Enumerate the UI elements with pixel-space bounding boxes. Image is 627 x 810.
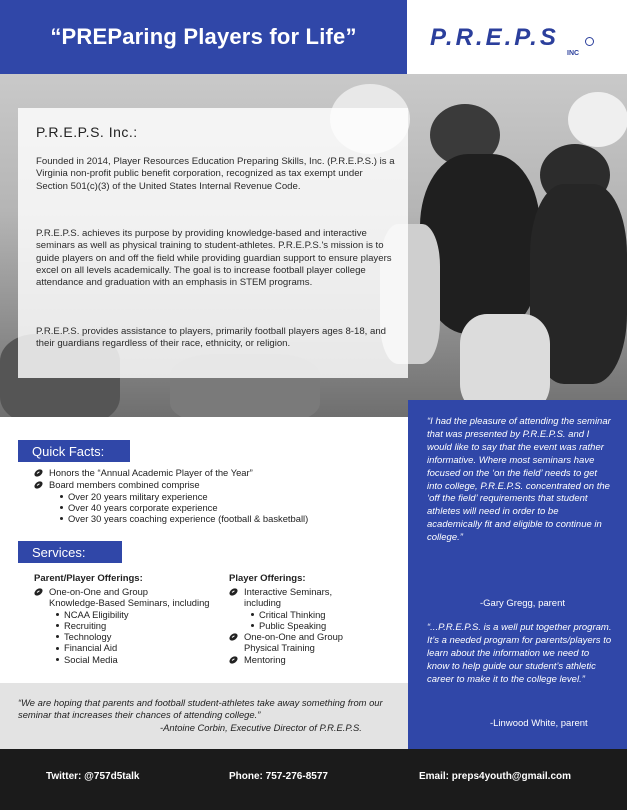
list-item xyxy=(34,631,224,642)
bullet-icon xyxy=(56,624,59,627)
list-item xyxy=(34,654,224,665)
football-icon xyxy=(228,632,239,642)
bullet-icon xyxy=(60,517,63,520)
sub-fact-text: Over 40 years corporate experience xyxy=(68,501,218,513)
email-contact: Email: preps4youth@gmail.com xyxy=(419,771,572,782)
list-item xyxy=(34,642,224,653)
twitter-contact: Twitter: @757d5talk xyxy=(46,771,140,782)
player-offerings-title: Player Offerings: xyxy=(229,573,306,584)
sub-fact-text: Over 20 years military experience xyxy=(68,490,208,502)
tagline: “PREParing Players for Life” xyxy=(50,24,357,49)
sub-offering-text: Social Media xyxy=(64,653,118,665)
preps-logo xyxy=(430,26,600,60)
list-item xyxy=(229,609,404,620)
sub-offering-text: Technology xyxy=(64,631,112,643)
fact-text: Honors the “Annual Academic Player of the Year” xyxy=(49,467,253,478)
bullet-icon xyxy=(60,506,63,509)
testimonial-text: “...P.R.E.P.S. is a well put together program. It’s a needed program for parents/players to learn about the information we need to know to help guide our student’s athletic career to make it to the college level.” xyxy=(427,622,612,685)
quick-facts-list xyxy=(34,467,308,524)
sub-offering-text: Recruiting xyxy=(64,619,107,631)
quote-attribution: -Antoine Corbin, Executive Director of P.R.E.P.S. xyxy=(160,722,362,733)
testimonial-attribution: -Gary Gregg, parent xyxy=(480,598,566,609)
football-icon xyxy=(228,587,239,597)
offering-text: One-on-One and Group xyxy=(244,631,344,643)
list-item xyxy=(229,586,404,597)
sub-offering-text: NCAA Eligibility xyxy=(64,608,129,620)
list-item xyxy=(34,467,308,479)
bullet-icon xyxy=(56,647,59,650)
list-item xyxy=(229,620,404,631)
offering-text: Physical Training xyxy=(244,642,315,654)
sub-offering-text: Public Speaking xyxy=(259,619,327,631)
list-item xyxy=(34,620,224,631)
sub-fact-text: Over 30 years coaching experience (football & basketball) xyxy=(68,512,309,524)
logo-text: P.R.E.P.S xyxy=(430,24,559,51)
about-paragraph: P.R.E.P.S. provides assistance to players, primarily football players ages 8-18, and their guardians regardless of their race, ethnicity, or religion. xyxy=(36,326,386,350)
director-quote: “We are hoping that parents and football student-athletes take away something from our seminar that increases their chances of attending college.” xyxy=(18,697,383,720)
bullet-icon xyxy=(251,624,254,627)
bullet-icon xyxy=(251,613,254,616)
parent-offerings-title: Parent/Player Offerings: xyxy=(34,573,143,584)
bullet-icon xyxy=(56,658,59,661)
quick-facts-heading: Quick Facts: xyxy=(18,440,130,462)
football-icon xyxy=(33,480,44,490)
football-icon xyxy=(228,655,239,665)
list-item xyxy=(34,513,308,524)
offering-text: including xyxy=(244,597,282,609)
offering-text: Knowledge-Based Seminars, including xyxy=(49,597,210,609)
about-paragraph: Founded in 2014, Player Resources Education Preparing Skills, Inc. (P.R.E.P.S.) is a Virginia non-profit public benefit corporation, recognized as tax exempt under Section 501(c)(3) of the United States Internal Revenue Code. xyxy=(36,156,395,192)
bullet-icon xyxy=(56,613,59,616)
about-paragraph: P.R.E.P.S. achieves its purpose by providing knowledge-based and interactive seminars as well as physical training to student-athletes. P.R.E.P.S.'s mission is to guide players on and off the field while providing guardian support to ensure players excel on all levels academically. The goal is to increase football player college attendance and graduation with an emphasis in STEM programs. xyxy=(36,228,392,289)
football-icon xyxy=(33,587,44,597)
services-heading: Services: xyxy=(18,541,122,563)
registered-mark-icon xyxy=(585,37,594,46)
list-item xyxy=(34,502,308,513)
list-item xyxy=(34,491,308,502)
offering-text: Mentoring xyxy=(244,653,286,665)
fact-text: Board members combined comprise xyxy=(49,479,200,490)
offering-text: Interactive Seminars, xyxy=(244,586,333,597)
logo-inc: INC xyxy=(567,50,580,57)
football-icon xyxy=(33,468,44,478)
list-item xyxy=(34,586,224,597)
bullet-icon xyxy=(60,495,63,498)
offering-text: One-on-One and Group xyxy=(49,586,149,597)
player-offerings xyxy=(229,573,404,665)
list-item xyxy=(229,654,404,665)
about-title: P.R.E.P.S. Inc.: xyxy=(36,124,138,140)
sub-offering-text: Critical Thinking xyxy=(259,608,326,620)
testimonial-text: “I had the pleasure of attending the seminar that was presented by P.R.E.P.S. and I would like to say that the event was rather informative. Where most seminars have focused on the ‘on the field’ needs to get into college, P.R.E.P.S. concentrated on the ‘off the field’ requirements that student athletes will need in order to be academically fit and eligible to continue in college.” xyxy=(427,416,611,544)
parent-offerings xyxy=(34,573,224,665)
list-item xyxy=(34,479,308,491)
testimonial-attribution: -Linwood White, parent xyxy=(490,718,588,729)
list-item xyxy=(229,631,404,642)
sub-offering-text: Financial Aid xyxy=(64,642,118,654)
bullet-icon xyxy=(56,635,59,638)
phone-contact: Phone: 757-276-8577 xyxy=(229,771,328,782)
list-item xyxy=(34,609,224,620)
